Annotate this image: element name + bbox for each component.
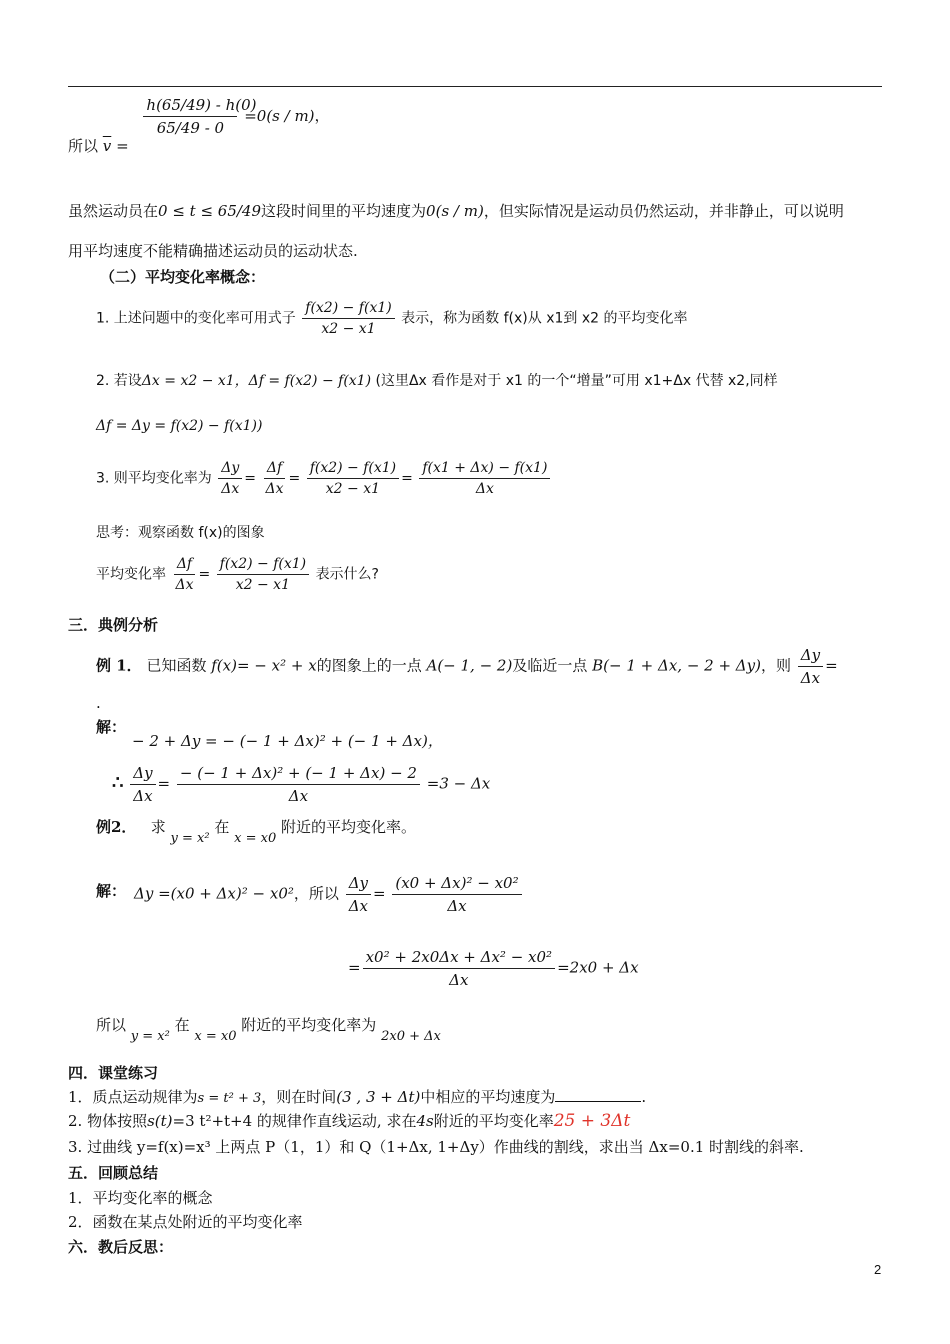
para1-c: ，但实际情况是运动员仍然运动，并非静止，可以说明 [483, 202, 844, 220]
ex2-concl-func: y = x² [130, 1029, 170, 1044]
think-a: 思考：观察函数 f(x)的图象 [96, 525, 265, 541]
sec2-title: （二）平均变化率概念： [100, 268, 266, 286]
ex2-func: y = x² [170, 831, 210, 846]
ex2-hd: Δx [449, 971, 469, 989]
think-gn: f(x2) − f(x1) [217, 556, 309, 575]
intro-frac-den: 65/49 - 0 [156, 119, 225, 137]
item3-frac3 [307, 460, 399, 497]
ex-p1-end: . [641, 1088, 647, 1106]
item1-frac-den: x2 − x1 [321, 321, 376, 337]
ex1-text-a: 已知函数 [146, 656, 207, 675]
ex-p1-b: ，则在时间 [261, 1088, 337, 1106]
para1-a: 虽然运动员在 [68, 202, 159, 220]
think-gd: x2 − x1 [235, 577, 290, 593]
item1-a: 1. 上述问题中的变化率可用式子 [96, 310, 296, 327]
answer-blank[interactable] [555, 1087, 641, 1102]
intro-fraction [143, 96, 257, 137]
item2 [96, 370, 778, 390]
item3-a: 3. 则平均变化率为 [96, 470, 212, 487]
intro-line: 所以 $\overline{v}$ = $\frac{h(65/49) - h(0)}{65/49 - 0}$ =0(s / m)， [68, 96, 330, 155]
ex2-gn: (x0 + Δx)² − x0² [392, 874, 521, 895]
ex2-concl-c: 附近的平均变化率为 [241, 1016, 377, 1034]
therefore-icon: ∴ [112, 772, 124, 794]
ex2-concl-res: 2x0 + Δx [381, 1029, 441, 1044]
ex2-sol-line2: = $\frac{\text{x0² + 2x0Δx + Δx² − x0²}}{\Delta x}$ =2x0 + Δx [348, 948, 639, 989]
ex2-fn: Δy [346, 874, 371, 895]
item3-f3d: x2 − x1 [325, 481, 381, 497]
ex-p1-int: (3 , 3 + Δt) [336, 1088, 421, 1106]
ex2-dy: Δy =(x0 + Δx)² − x0² [134, 884, 294, 903]
item3-f3n: f(x2) − f(x1) [307, 460, 399, 479]
intro-tail: ， [314, 106, 330, 125]
ex1-label: 例 1． [96, 656, 142, 675]
ex2-frac3 [363, 948, 556, 989]
ex1-fd: Δx [800, 669, 821, 687]
exercise-2 [68, 1110, 630, 1131]
item1-b: 表示，称为函数 f(x)从 x1到 x2 的平均变化率 [401, 310, 688, 327]
ex2-frac2 [392, 874, 521, 915]
ex1-s2-frac2 [177, 764, 420, 805]
ex1-s2-res: =3 − Δx [426, 774, 491, 793]
think-b: 平均变化率 [96, 566, 166, 583]
item3-f4d: Δx [475, 481, 494, 497]
ex2-so: ，所以 [293, 884, 339, 903]
ex-p1-a: 1．质点运动规律为 [68, 1088, 198, 1106]
sec3-title: 三．典例分析 [68, 616, 159, 634]
ex-p2-t: 4s [416, 1112, 434, 1130]
ex2-line [96, 816, 417, 846]
para1-val: 0(s / m) [426, 202, 484, 220]
ex2-sol-line1: Δy =(x0 + Δx)² − x0²，所以 $\frac{\Delta y}{\Delta x}$ = $\frac{\text{(x0 + Δx)² − x0²}}{\Delta x}$ [134, 874, 524, 915]
ex2-label: 例2． [96, 818, 137, 836]
page-number: 2 [874, 1262, 882, 1277]
ex1-sol-label: 解： [96, 718, 127, 736]
ex2-at: x = x0 [234, 831, 277, 846]
item3: 3. 则平均变化率为 $\frac{\Delta y}{\Delta x}$ = $\frac{\Delta f}{\Delta x}$ = $\frac{f(x2) - f(x1)}{x2 - x1}$ = $\frac{f(x1 + \Delta x) - f(x1)}{\Delta x}$ [96, 460, 552, 497]
ex2-text-c: 附近的平均变化率。 [281, 818, 417, 836]
think-c: 表示什么? [315, 566, 379, 583]
item1 [96, 300, 688, 337]
think-fd: Δx [175, 577, 194, 593]
ex1-pointA: A(− 1, − 2) [426, 656, 513, 675]
ex-p2-b: =3 t²+t+4 的规律作直线运动, 求在 [172, 1112, 417, 1130]
summary-item-2: 2．函数在某点处附近的平均变化率 [68, 1213, 303, 1231]
ex2-sol-label: 解： [96, 882, 127, 900]
intro-suoyi: 所以 [68, 136, 99, 155]
ex-p2-c: 附近的平均变化率 [433, 1112, 554, 1130]
ex1-text-c: 及临近一点 [512, 656, 588, 675]
ex-p2-a: 2. 物体按照 [68, 1112, 148, 1130]
summary-item-1: 1．平均变化率的概念 [68, 1189, 213, 1207]
intro-result: =0(s / m) [244, 106, 315, 125]
sec4-title: 四．课堂练习 [68, 1064, 159, 1082]
item3-f2n: Δf [264, 460, 285, 479]
item1-frac [302, 300, 394, 337]
ex2-gd: Δx [447, 897, 467, 915]
think-fn: Δf [174, 556, 195, 575]
think-frac2 [217, 556, 309, 593]
ex1-sol-tail: ， [427, 732, 443, 750]
ex1-s2-gn: − (− 1 + Δx)² + (− 1 + Δx) − 2 [177, 764, 420, 785]
think-frac1 [172, 556, 196, 593]
ex2-fd: Δx [348, 897, 368, 915]
para1-line1 [68, 200, 844, 221]
item3-f4n: f(x1 + Δx) − f(x1) [419, 460, 550, 479]
item2-eq1: Δx = x2 − x1，Δf = f(x2) − f(x1) [141, 373, 372, 389]
ex2-res: =2x0 + Δx [557, 958, 639, 977]
ex1-s2-fn: Δy [130, 764, 155, 785]
ex-p1-eq: s = t² + 3 [197, 1091, 262, 1106]
intro-frac-num: h(65/49) - h(0) [143, 96, 237, 117]
item3-f2d: Δx [265, 481, 284, 497]
header-rule [68, 86, 882, 87]
ex2-frac1 [346, 874, 371, 915]
think-line: 平均变化率 $\frac{\Delta f}{\Delta x}$ = $\frac{f(x2) - f(x1)}{x2 - x1}$ 表示什么? [96, 556, 379, 593]
ex-p2-answer: 25 + 3Δt [553, 1111, 631, 1131]
ex1-sol-eq: − 2 + Δy = − (− 1 + Δx)² + (− 1 + Δx) [132, 732, 428, 750]
ex1-sol-line2: ∴ $\frac{\Delta y}{\Delta x}$ = $\frac{\text{− (− 1 + Δx)² + (− 1 + Δx) − 2}}{\Delta x}$ =3 − Δx [112, 764, 491, 805]
exercise-3: 3. 过曲线 y=f(x)=x³ 上两点 P（1，1）和 Q（1+Δx, 1+Δy）作曲线的割线，求出当 Δx=0.1 时割线的斜率. [68, 1138, 804, 1156]
item3-frac4 [419, 460, 550, 497]
ex2-text-b: 在 [214, 818, 230, 836]
exercise-1 [68, 1086, 646, 1107]
ex2-concl-at: x = x0 [194, 1029, 237, 1044]
intro-vbar: $\overline{v}$ [102, 136, 112, 155]
sec6-title: 六．教后反思： [68, 1238, 174, 1256]
ex1-line [96, 646, 838, 687]
ex1-frac [798, 646, 823, 687]
ex1-fn: Δy [798, 646, 823, 667]
item3-f1n: Δy [218, 460, 242, 479]
item2-b: (这里Δx 看作是对于 x1 的一个“增量”可用 x1+Δx 代替 x2,同样 [375, 373, 778, 389]
para1-b: 这段时间里的平均速度为 [261, 202, 427, 220]
sec5-title: 五．回顾总结 [68, 1164, 159, 1182]
ex1-eq: = [825, 656, 838, 675]
ex2-conclusion [96, 1014, 441, 1044]
ex1-text-b: 的图象上的一点 [316, 656, 422, 675]
ex1-text-d: ，则 [760, 656, 791, 675]
para1-line2: 用平均速度不能精确描述运动员的运动状态. [68, 242, 358, 260]
para1-cond: 0 ≤ t ≤ 65/49 [158, 202, 262, 220]
ex2-text-a: 求 [150, 818, 166, 836]
ex2-hn: x0² + 2x0Δx + Δx² − x0² [363, 948, 556, 969]
ex1-s2-fd: Δx [133, 787, 153, 805]
item3-frac1 [218, 460, 242, 497]
ex1-dot: . [96, 694, 101, 712]
ex2-concl-b: 在 [174, 1016, 190, 1034]
item3-frac2 [262, 460, 286, 497]
ex1-pointB: B(− 1 + Δx, − 2 + Δy) [592, 656, 761, 675]
item3-f1d: Δx [221, 481, 240, 497]
ex1-func: f(x)= − x² + x [211, 656, 317, 675]
ex1-s2-gd: Δx [288, 787, 309, 805]
ex2-concl-a: 所以 [96, 1016, 127, 1034]
ex-p1-c: 中相应的平均速度为 [420, 1088, 556, 1106]
ex1-sol-line1 [132, 730, 443, 751]
ex-p2-s: s(t) [147, 1112, 173, 1130]
ex1-s2-frac1 [130, 764, 155, 805]
item2-a: 2. 若设 [96, 373, 142, 389]
item1-frac-num: f(x2) − f(x1) [302, 300, 394, 319]
item2-line2: Δf = Δy = f(x2) − f(x1)) [96, 418, 263, 434]
